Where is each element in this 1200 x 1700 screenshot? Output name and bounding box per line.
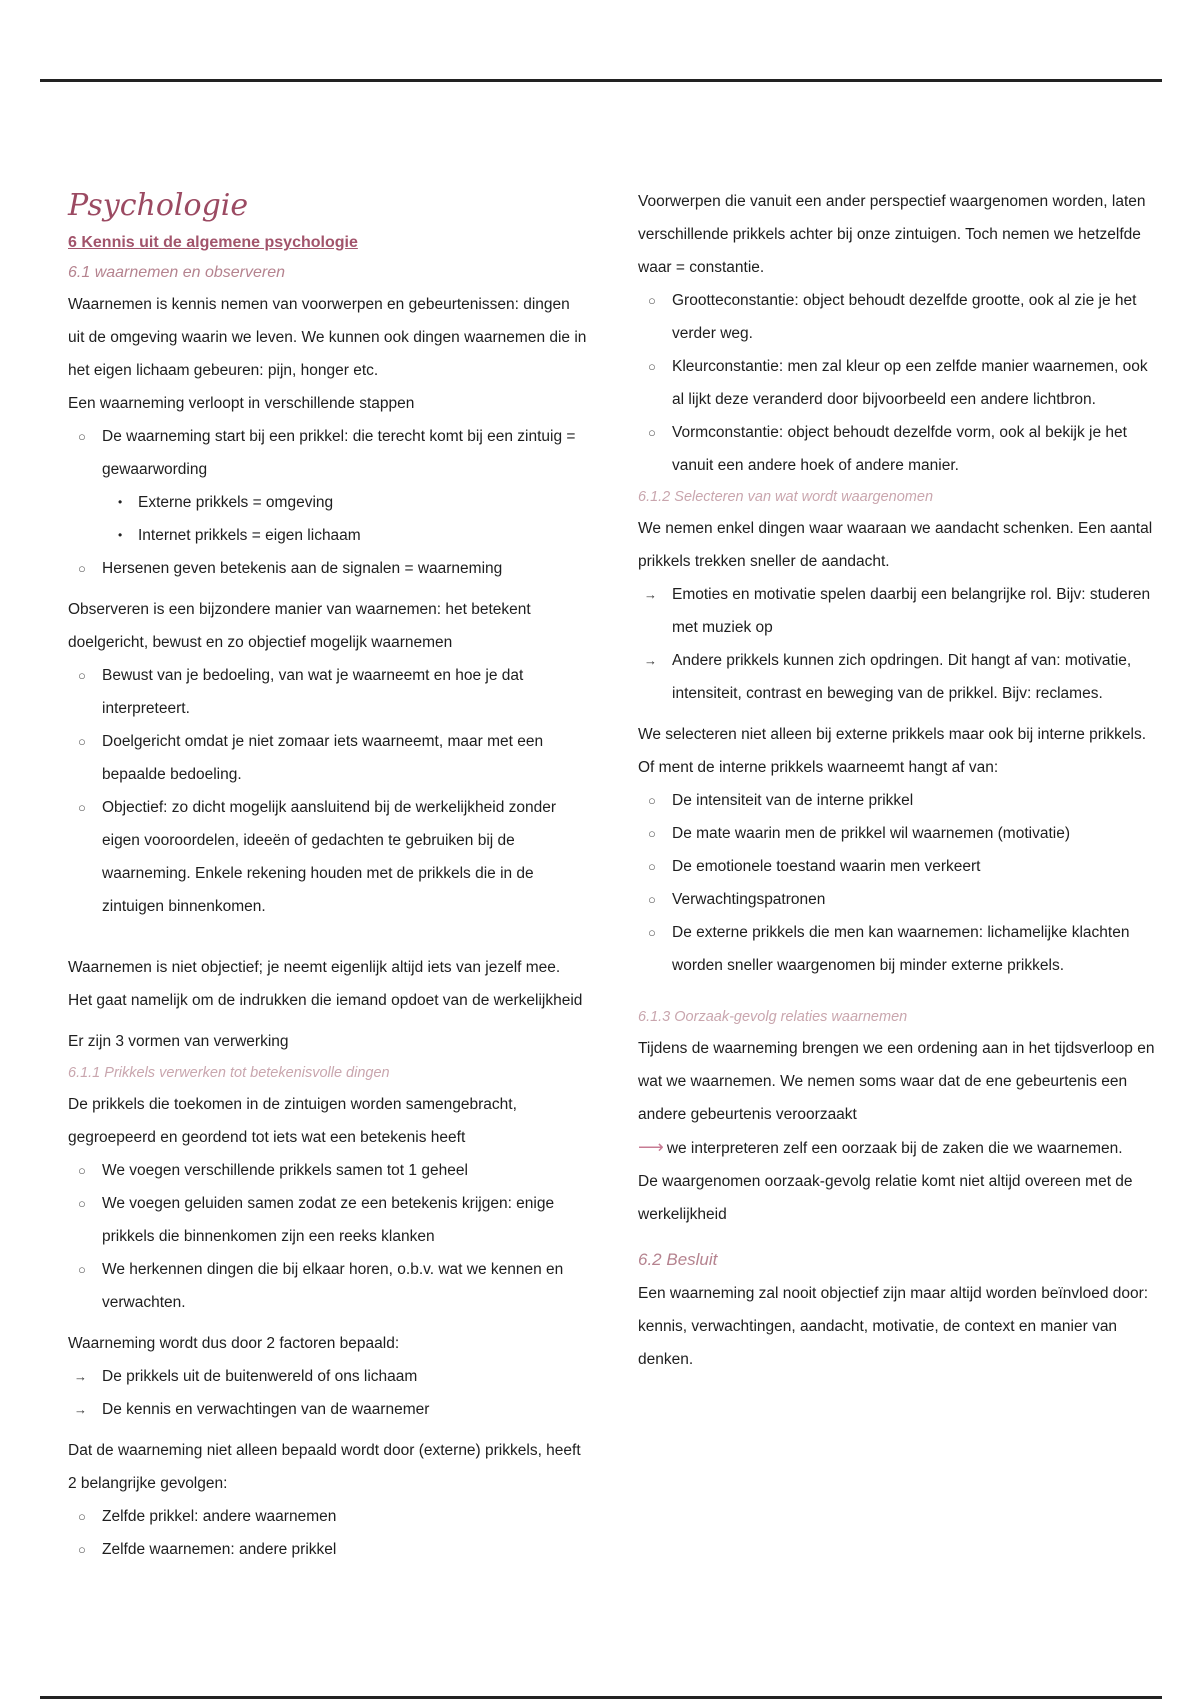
paragraph: We selecteren niet alleen bij externe prikkels maar ook bij interne prikkels. Of ment de interne prikkels waarneemt hangt af van:: [638, 726, 1147, 776]
circle-bullet-icon: ○: [648, 293, 656, 308]
paragraph: Waarnemen is kennis nemen van voorwerpen en gebeurtenissen: dingen uit de omgeving waarin we leven. We kunnen ook dingen waarnemen die in het eigen lichaam gebeuren: pijn, honger etc.: [68, 296, 587, 379]
circle-bullet-icon: ○: [78, 1509, 86, 1524]
circle-bullet-icon: ○: [648, 793, 656, 808]
list-item: → Andere prikkels kunnen zich opdringen. Dit hangt af van: motivatie, intensiteit, contrast en beweging van de prikkel. Bijv: reclames.: [638, 644, 1158, 710]
list-item: • Externe prikkels = omgeving: [68, 486, 588, 519]
list-item: → De prikkels uit de buitenwereld of ons lichaam: [68, 1360, 588, 1393]
arrow-right-icon: →: [74, 1369, 87, 1384]
list-item: ○ De intensiteit van de interne prikkel: [638, 784, 1158, 817]
dot-bullet-icon: •: [118, 528, 123, 542]
observe-list: [68, 659, 588, 923]
paragraph: We nemen enkel dingen waar waaraan we aandacht schenken. Een aantal prikkels trekken sneller de aandacht.: [638, 520, 1153, 570]
circle-bullet-icon: ○: [78, 668, 86, 683]
arrow-right-icon: →: [644, 653, 657, 668]
paragraph: Een waarneming zal nooit objectief zijn maar altijd worden beïnvloed door: kennis, verwachtingen, aandacht, motivatie, de context en manier van denken.: [638, 1285, 1149, 1368]
list-item: → De kennis en verwachtingen van de waarnemer: [68, 1393, 588, 1426]
circle-bullet-icon: ○: [648, 826, 656, 841]
left-column: [68, 186, 588, 1566]
list-item: ○ De waarneming start bij een prikkel: die terecht komt bij een zintuig = gewaarwording: [68, 420, 588, 486]
bottom-rule: [40, 1696, 1162, 1699]
circle-bullet-icon: ○: [648, 425, 656, 440]
paragraph: Observeren is een bijzondere manier van waarnemen: het betekent doelgericht, bewust en zo objectief mogelijk waarnemen: [68, 601, 531, 651]
paragraph: Waarnemen is niet objectief; je neemt eigenlijk altijd iets van jezelf mee. Het gaat namelijk om de indrukken die iemand opdoet van de werkelijkheid: [68, 959, 583, 1009]
consequences-list: [68, 1500, 588, 1566]
list-item: ○ Grootteconstantie: object behoudt dezelfde grootte, ook al zie je het verder weg.: [638, 284, 1158, 350]
factors-list: [68, 1360, 588, 1426]
list-item: ○ Zelfde prikkel: andere waarnemen: [68, 1500, 588, 1533]
circle-bullet-icon: ○: [78, 429, 86, 444]
right-column: [638, 185, 1158, 1376]
circle-bullet-icon: ○: [648, 359, 656, 374]
steps-list: [68, 420, 588, 585]
paragraph: ⟶ we interpreteren zelf een oorzaak bij de zaken die we waarnemen.: [638, 1137, 1123, 1157]
page-title: Psychologie: [68, 188, 249, 223]
circle-bullet-icon: ○: [78, 800, 86, 815]
process-list: [68, 1154, 588, 1319]
paragraph: De waargenomen oorzaak-gevolg relatie komt niet altijd overeen met de werkelijkheid: [638, 1173, 1133, 1223]
paragraph: Dat de waarneming niet alleen bepaald wordt door (externe) prikkels, heeft 2 belangrijke gevolgen:: [68, 1442, 581, 1492]
list-item: ○ Zelfde waarnemen: andere prikkel: [68, 1533, 588, 1566]
list-item: ○ De externe prikkels die men kan waarnemen: lichamelijke klachten worden sneller waargenomen bij minder externe prikkels.: [638, 916, 1158, 982]
list-item: ○ Objectief: zo dicht mogelijk aansluitend bij de werkelijkheid zonder eigen vooroordelen, ideeën of gedachten te gebruiken bij de waarneming. Enkele rekening houden met de prikkels die in de zintuigen binnenkomen.: [68, 791, 588, 923]
chapter-heading: 6 Kennis uit de algemene psychologie: [68, 234, 358, 251]
list-item: • Internet prikkels = eigen lichaam: [68, 519, 588, 552]
dot-bullet-icon: •: [118, 495, 123, 509]
constancy-list: [638, 284, 1158, 482]
list-item: ○ Vormconstantie: object behoudt dezelfde vorm, ook al bekijk je het vanuit een andere hoek of andere manier.: [638, 416, 1158, 482]
paragraph: De prikkels die toekomen in de zintuigen worden samengebracht, gegroepeerd en geordend tot iets wat een betekenis heeft: [68, 1096, 517, 1146]
attention-list: [638, 578, 1158, 710]
paragraph: Er zijn 3 vormen van verwerking: [68, 1033, 289, 1050]
circle-bullet-icon: ○: [648, 892, 656, 907]
top-rule: [40, 79, 1162, 82]
list-item: ○ We herkennen dingen die bij elkaar horen, o.b.v. wat we kennen en verwachten.: [68, 1253, 588, 1319]
arrow-right-icon: →: [644, 587, 657, 602]
subsection-heading-6-1-1: 6.1.1 Prikkels verwerken tot betekenisvolle dingen: [68, 1065, 390, 1081]
subsection-heading-6-1-3: 6.1.3 Oorzaak-gevolg relaties waarnemen: [638, 1009, 908, 1025]
circle-bullet-icon: ○: [78, 1542, 86, 1557]
circle-bullet-icon: ○: [78, 561, 86, 576]
list-item: → Emoties en motivatie spelen daarbij een belangrijke rol. Bijv: studeren met muziek op: [638, 578, 1158, 644]
list-item: ○ De mate waarin men de prikkel wil waarnemen (motivatie): [638, 817, 1158, 850]
section-heading-6-1: 6.1 waarnemen en observeren: [68, 264, 286, 281]
list-item: ○ We voegen geluiden samen zodat ze een betekenis krijgen: enige prikkels die binnenkomen zijn een reeks klanken: [68, 1187, 588, 1253]
arrow-right-icon: →: [74, 1402, 87, 1417]
list-item: ○ Kleurconstantie: men zal kleur op een zelfde manier waarnemen, ook al lijkt deze veranderd door bijvoorbeeld een andere lichtbron.: [638, 350, 1158, 416]
subsection-heading-6-1-2: 6.1.2 Selecteren van wat wordt waargenomen: [638, 489, 934, 505]
list-item: ○ Verwachtingspatronen: [638, 883, 1158, 916]
section-heading-6-2: 6.2 Besluit: [638, 1250, 718, 1269]
paragraph: Waarneming wordt dus door 2 factoren bepaald:: [68, 1335, 400, 1352]
internal-list: [638, 784, 1158, 982]
circle-bullet-icon: ○: [78, 1163, 86, 1178]
list-item: ○ Hersenen geven betekenis aan de signalen = waarneming: [68, 552, 588, 585]
circle-bullet-icon: ○: [648, 859, 656, 874]
arrow-right-icon: ⟶: [638, 1137, 664, 1157]
circle-bullet-icon: ○: [78, 1196, 86, 1211]
circle-bullet-icon: ○: [78, 734, 86, 749]
list-item: ○ Doelgericht omdat je niet zomaar iets waarneemt, maar met een bepaalde bedoeling.: [68, 725, 588, 791]
list-item: ○ Bewust van je bedoeling, van wat je waarneemt en hoe je dat interpreteert.: [68, 659, 588, 725]
list-item: ○ De emotionele toestand waarin men verkeert: [638, 850, 1158, 883]
circle-bullet-icon: ○: [78, 1262, 86, 1277]
paragraph: Een waarneming verloopt in verschillende stappen: [68, 395, 415, 412]
list-item: ○ We voegen verschillende prikkels samen tot 1 geheel: [68, 1154, 588, 1187]
paragraph: Voorwerpen die vanuit een ander perspectief waargenomen worden, laten verschillende prikkels achter bij onze zintuigen. Toch nemen we hetzelfde waar = constantie.: [638, 193, 1146, 276]
paragraph: Tijdens de waarneming brengen we een ordening aan in het tijdsverloop en wat we waarnemen. We nemen soms waar dat de ene gebeurtenis een andere gebeurtenis veroorzaakt: [638, 1040, 1155, 1123]
circle-bullet-icon: ○: [648, 925, 656, 940]
